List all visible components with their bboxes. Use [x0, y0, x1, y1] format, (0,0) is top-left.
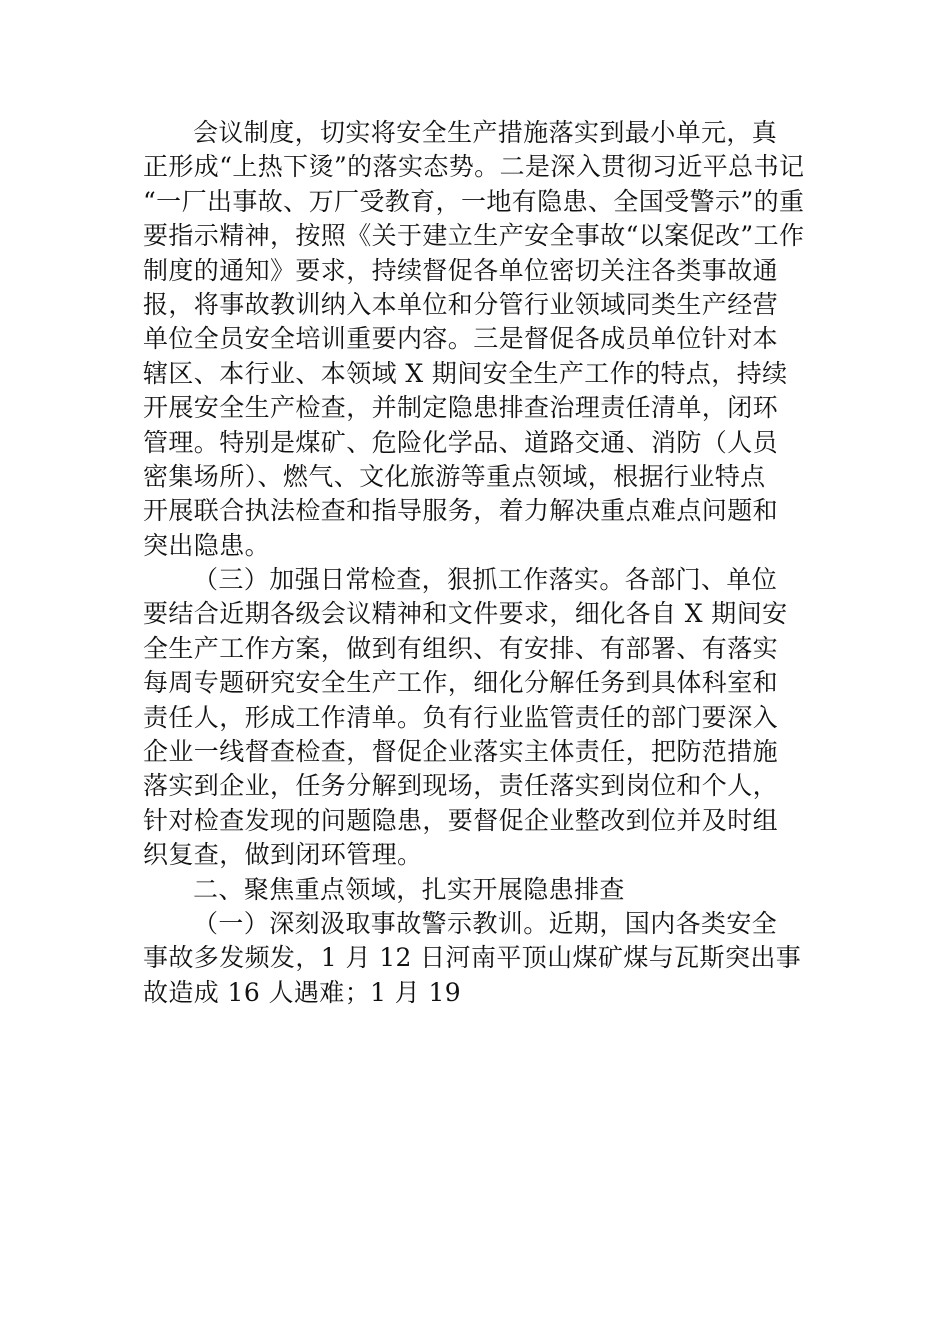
document-body [143, 116, 813, 1010]
text-line: 制度的通知》要求，持续督促各单位密切关注各类事故通 [143, 255, 779, 285]
text-line: 针对检查发现的问题隐患，要督促企业整改到位并及时组 [143, 805, 779, 835]
text-line: 要指示精神，按照《关于建立生产安全事故“以案促改”工作 [143, 221, 805, 251]
text-line: 开展联合执法检查和指导服务，着力解决重点难点问题和 [143, 496, 779, 526]
text-line: 事故多发频发，1 月 12 日河南平顶山煤矿煤与瓦斯突出事 [143, 943, 802, 973]
text-line: 开展安全生产检查，并制定隐患排查治理责任清单，闭环 [143, 393, 779, 423]
section-heading: 二、聚焦重点领域，扎实开展隐患排查 [193, 874, 625, 904]
text-line: 织复查，做到闭环管理。 [143, 840, 423, 870]
text-line: 单位全员安全培训重要内容。三是督促各成员单位针对本 [143, 324, 779, 354]
text-line: 正形成“上热下烫”的落实态势。二是深入贯彻习近平总书记 [143, 152, 805, 182]
text-line: 故造成 16 人遇难；1 月 19 [143, 977, 462, 1007]
text-line: 企业一线督查检查，督促企业落实主体责任，把防范措施 [143, 737, 779, 767]
text-line: （三）加强日常检查，狠抓工作落实。各部门、单位 [193, 565, 778, 595]
text-line: 辖区、本行业、本领域 X 期间安全生产工作的特点，持续 [143, 358, 788, 388]
text-line: （一）深刻汲取事故警示教训。近期，国内各类安全 [193, 908, 778, 938]
text-line: 落实到企业，任务分解到现场，责任落实到岗位和个人， [143, 771, 779, 801]
text-line: 管理。特别是煤矿、危险化学品、道路交通、消防（人员 [143, 427, 779, 457]
text-line: 全生产工作方案，做到有组织、有安排、有部署、有落实 [143, 633, 779, 663]
text-line: 责任人，形成工作清单。负有行业监管责任的部门要深入 [143, 702, 779, 732]
text-line: 会议制度，切实将安全生产措施落实到最小单元，真 [193, 118, 778, 147]
text-line: 每周专题研究安全生产工作，细化分解任务到具体科室和 [143, 668, 779, 698]
text-line: 突出隐患。 [143, 530, 271, 560]
text-line: 密集场所）、燃气、文化旅游等重点领域，根据行业特点 [143, 461, 766, 491]
text-line: 要结合近期各级会议精神和文件要求，细化各自 X 期间安 [143, 599, 788, 629]
text-line: 报，将事故教训纳入本单位和分管行业领域同类生产经营 [143, 289, 779, 319]
text-line: “一厂出事故、万厂受教育，一地有隐患、全国受警示”的重 [143, 186, 805, 216]
